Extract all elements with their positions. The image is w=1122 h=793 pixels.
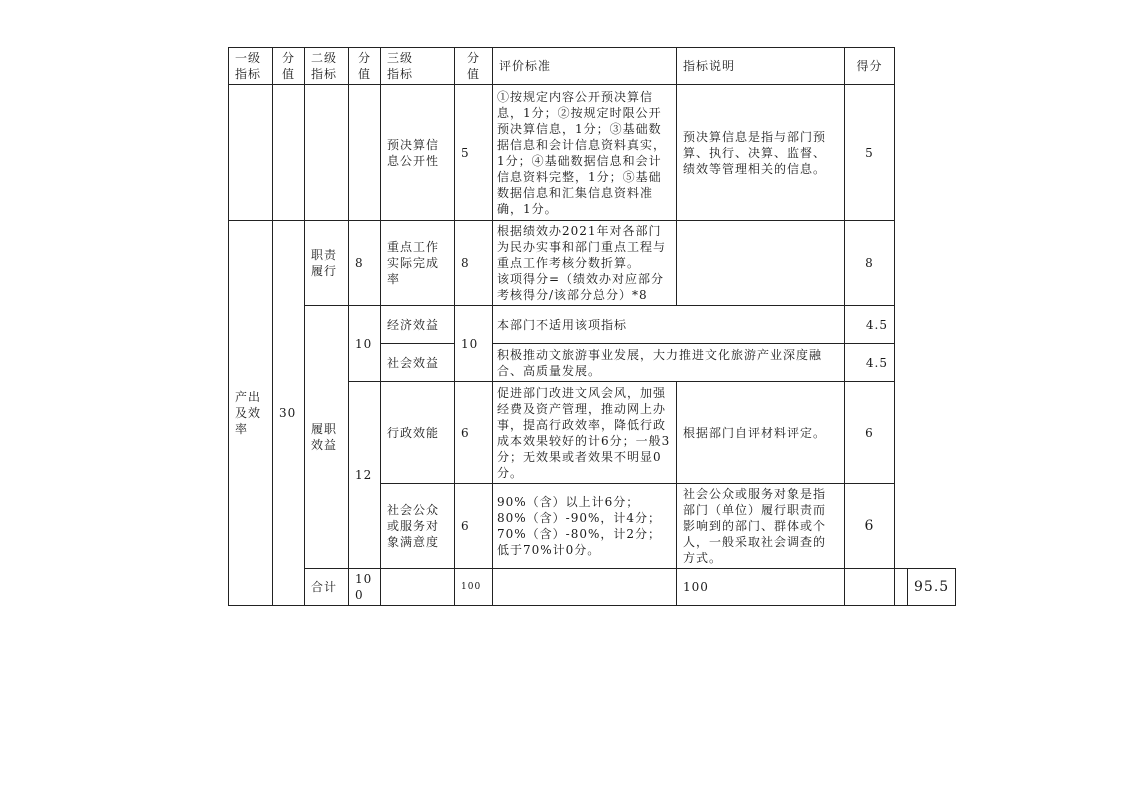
header-score3: 分 值	[455, 48, 493, 85]
level2-benefit: 履职效益	[305, 306, 349, 569]
header-result: 得分	[845, 48, 895, 85]
level2-duty-score: 8	[349, 221, 381, 306]
criteria-text: 根据绩效办2021年对各部门为民办实事和部门重点工程与重点工作考核分数折算。 该项得分=（绩效办对应部分考核得分/该部分总分）*8	[493, 221, 677, 306]
level3-name: 行政效能	[381, 382, 455, 484]
level3-name: 重点工作实际完成率	[381, 221, 455, 306]
total-score1: 100	[349, 569, 381, 606]
level3-score: 5	[455, 85, 493, 221]
level3-name: 预决算信息公开性	[381, 85, 455, 221]
result-value: 8	[845, 221, 895, 306]
level3-score: 6	[455, 382, 493, 484]
criteria-text: 90%（含）以上计6分； 80%（含）-90%，计4分； 70%（含）-80%，计2分； 低于70%计0分。	[493, 484, 677, 569]
total-result: 95.5	[908, 569, 956, 606]
criteria-text: ①按规定内容公开预决算信息，1分；②按规定时限公开预决算信息，1分；③基础数据信息和会计信息资料真实，1分；④基础数据信息和会计信息资料完整，1分；⑤基础数据信息和汇集信息资料准确，1分。	[493, 85, 677, 221]
explanation-text: 社会公众或服务对象是指部门（单位）履行职责而影响到的部门、群体或个人，一般采取社会调查的方式。	[677, 484, 845, 569]
header-level1: 一级 指标	[229, 48, 273, 85]
level3-score: 8	[455, 221, 493, 306]
header-level2: 二级 指标	[305, 48, 349, 85]
level2-benefit-score-a: 10	[349, 306, 381, 382]
result-value: 5	[845, 85, 895, 221]
table-row-economic	[229, 306, 956, 344]
criteria-text: 本部门不适用该项指标	[493, 306, 845, 344]
explanation-text: 预决算信息是指与部门预算、执行、决算、监督、绩效等管理相关的信息。	[677, 85, 845, 221]
criteria-text: 积极推动文旅游事业发展，大力推进文化旅游产业深度融合、高质量发展。	[493, 344, 845, 382]
level3-score: 6	[455, 484, 493, 569]
level1-output: 产出及效率	[229, 221, 273, 606]
table-row-total	[229, 569, 956, 606]
result-value: 6	[845, 382, 895, 484]
header-criteria: 评价标准	[493, 48, 677, 85]
level3-score: 10	[455, 306, 493, 382]
table-row-budget	[229, 85, 956, 221]
table-header-row	[229, 48, 956, 85]
result-value: 4.5	[845, 306, 895, 344]
total-label: 合计	[305, 569, 349, 606]
level3-name: 社会公众或服务对象满意度	[381, 484, 455, 569]
total-score3: 100	[677, 569, 845, 606]
header-level3: 三级 指标	[381, 48, 455, 85]
explanation-text: 根据部门自评材料评定。	[677, 382, 845, 484]
criteria-text: 促进部门改进文风会风，加强经费及资产管理，推动网上办事，提高行政效率，降低行政成本效果较好的计6分；一般3分；无效果或者效果不明显0分。	[493, 382, 677, 484]
performance-score-table	[228, 47, 956, 606]
total-score2: 100	[455, 569, 493, 606]
level2-benefit-score-b: 12	[349, 382, 381, 569]
level3-name: 经济效益	[381, 306, 455, 344]
result-value: 6	[845, 484, 895, 569]
header-score2: 分 值	[349, 48, 381, 85]
table-row-duty	[229, 221, 956, 306]
level1-output-score: 30	[273, 221, 305, 606]
level2-duty: 职责履行	[305, 221, 349, 306]
header-score1: 分 值	[273, 48, 305, 85]
level3-name: 社会效益	[381, 344, 455, 382]
header-explanation: 指标说明	[677, 48, 845, 85]
result-value: 4.5	[845, 344, 895, 382]
